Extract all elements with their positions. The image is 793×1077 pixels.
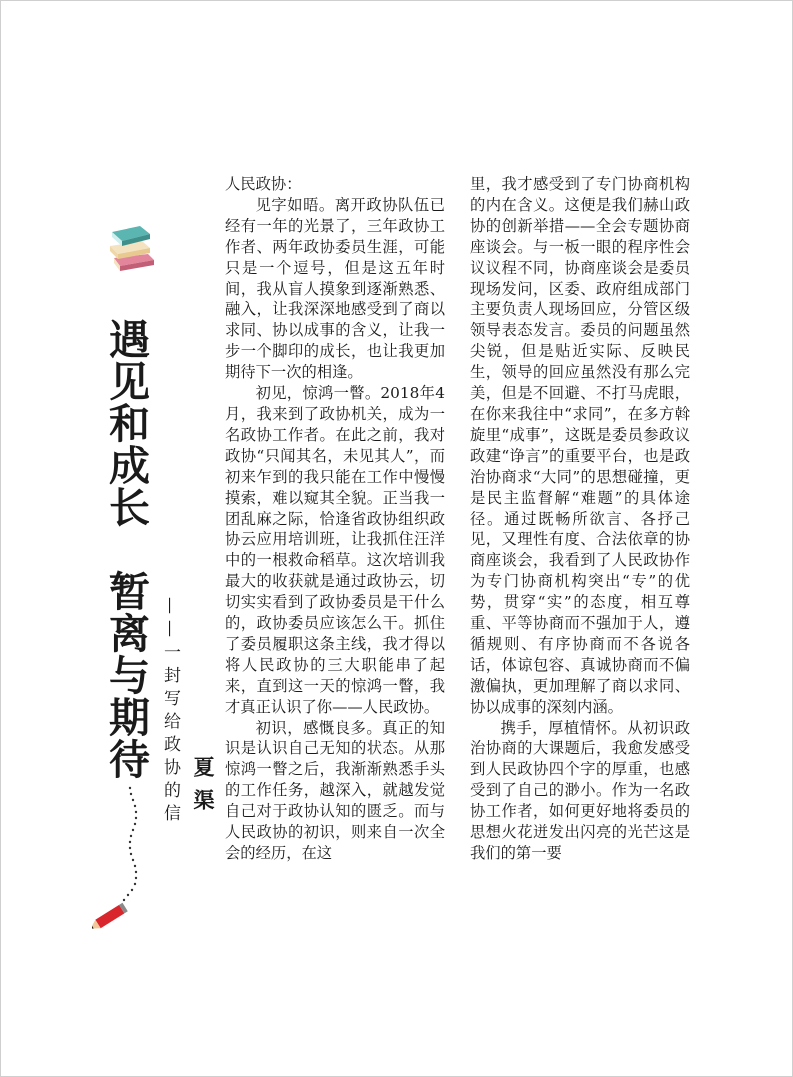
letter-salutation: 人民政协：	[225, 175, 302, 193]
letter-paragraph: 携手，厚植情怀。从初识政治协商的大课题后，我愈发感受到人民政协四个字的厚重，也感受到了自己的渺小。作为一名政协工作者，如何更好地将委员的思想火花迸发出闪亮的光芒这是我们的第一要	[470, 718, 690, 862]
letter-paragraph: 见字如晤。离开政协队伍已经有一年的光景了，三年政协工作者、两年政协委员生涯，可能只是一个逗号，但是这五年时间，我从盲人摸象到逐渐熟悉、融入，让我深深地感受到了商以求同、协以成事的含义，让我一步一个脚印的成长，也让我更加期待下一次的相逢。	[225, 195, 445, 382]
letter-paragraph: 初见，惊鸿一瞥。2018年4月，我来到了政协机关，成为一名政协工作者。在此之前，我对政协“只闻其名，未见其人”，而初来乍到的我只能在工作中慢慢摸索，难以窥其全貌。正当我一团乱麻之际，恰逢省政协组织政协云应用培训班，让我抓住汪洋中的一根救命稻草。这次培训我最大的收获就是通过政协云，切切实实看到了政协委员是干什么的，政协委员应该怎么干。抓住了委员履职这条主线，我才得以将人民政协的三大职能串了起来，直到这一天的惊鸿一瞥，我才真正认识了你——人民政协。	[225, 384, 445, 716]
article-subtitle: ——一封写给政协的信	[160, 597, 180, 827]
letter-column-right	[470, 174, 690, 864]
letter-paragraph: 初识，感慨良多。真正的知识是认识自己无知的状态。从那惊鸿一瞥之后，我渐渐熟悉手头的工作任务，越深入，就越发觉自己对于政协认知的匮乏。而与人民政协的初识，则来自一次全会的经历，在这	[225, 718, 445, 862]
letter-paragraph-continued: 里，我才感受到了专门协商机构的内在含义。这便是我们赫山政协的创新举措——全会专题协商座谈会。与一板一眼的程序性会议议程不同，协商座谈会是委员现场发问，区委、政府组成部门主要负责人现场回应，分管区级领导表态发言。委员的问题虽然尖锐，但是贴近实际、反映民生，领导的回应虽然没有那么完美，但是不回避、不打马虎眼，在你来我往中“求同”，在多方斡旋里“成事”，这既是委员参政议政建“诤言”的重要平台，也是政治协商求“大同”的思想碰撞，更是民主监督解“难题”的具体途径。通过既畅所欲言、各抒己见，又理性有度、合法依章的协商座谈会，我看到了人民政协作为专门协商机构突出“专”的优势，贯穿“实”的态度，相互尊重、平等协商而不强加于人，遵循规则、有序协商而不各说各话，体谅包容、真诚协商而不偏激偏执，更加理解了商以求同、协以成事的深刻内涵。	[470, 175, 690, 716]
letter-column-left	[225, 174, 445, 864]
stacked-books-icon	[104, 220, 160, 272]
author-name: 夏渠	[191, 756, 216, 822]
pencil-icon	[92, 784, 172, 936]
article-title: 遇见和成长 暂离与期待	[102, 318, 150, 780]
